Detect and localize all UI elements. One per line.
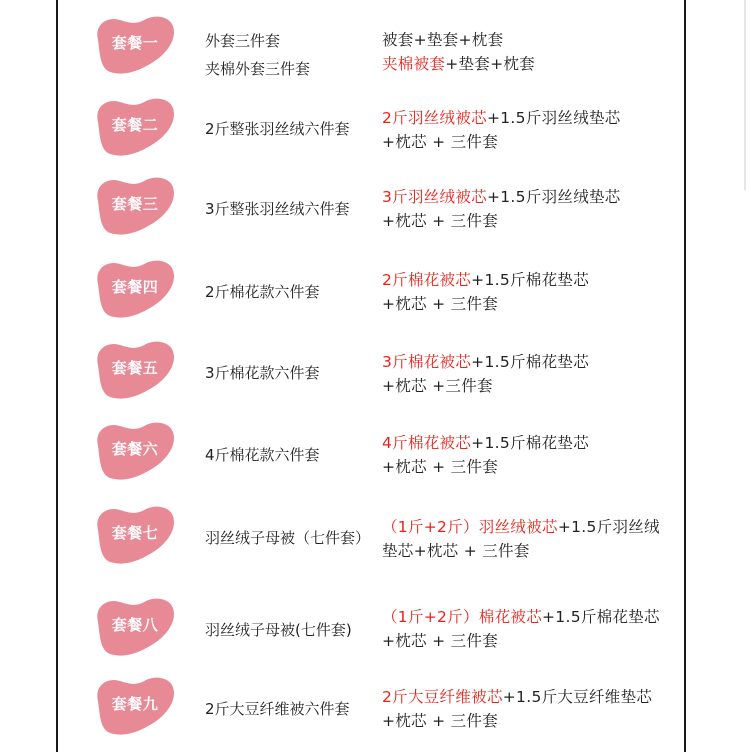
contents-text: 被套+垫套+枕套: [382, 31, 504, 49]
contents-line: [382, 209, 621, 233]
contents-text: +1.5斤棉花垫芯: [542, 608, 660, 626]
package-contents: [382, 515, 660, 563]
contents-line: [382, 431, 589, 455]
contents-text: +枕芯 + 三件套: [382, 295, 499, 313]
highlighted-core-text: 4斤棉花被芯: [382, 434, 472, 452]
contents-text: +枕芯 + 三件套: [382, 632, 499, 650]
contents-text: +枕芯 +三件套: [382, 377, 493, 395]
highlighted-core-text: 夹棉被套: [382, 55, 446, 73]
contents-line: [382, 28, 535, 52]
contents-text: +1.5斤棉花垫芯: [471, 271, 590, 289]
package-contents: [382, 431, 589, 479]
package-badge: [94, 14, 176, 78]
contents-text: +垫套+枕套: [445, 55, 535, 73]
package-name: 3斤棉花款六件套: [205, 364, 320, 382]
contents-text: +枕芯 + 三件套: [382, 133, 499, 151]
highlighted-core-text: 2斤大豆纤维被芯: [382, 688, 503, 706]
contents-text: +1.5斤羽丝绒垫芯: [486, 109, 621, 127]
contents-text: +1.5斤大豆纤维垫芯: [502, 688, 653, 706]
contents-text: +枕芯 + 三件套: [382, 712, 499, 730]
contents-line: [382, 185, 621, 209]
contents-text: +1.5斤羽丝绒: [557, 518, 660, 536]
edge-mark: [744, 0, 746, 190]
package-badge-label: 套餐三: [111, 195, 159, 213]
contents-line: [382, 605, 660, 629]
highlighted-core-text: 3斤羽丝绒被芯: [382, 188, 487, 206]
contents-text: +1.5斤羽丝绒垫芯: [486, 188, 621, 206]
highlighted-core-text: （1斤+2斤）羽丝绒被芯: [382, 518, 558, 536]
highlighted-core-text: 2斤棉花被芯: [382, 271, 472, 289]
contents-text: +1.5斤棉花垫芯: [471, 353, 590, 371]
package-contents: [382, 350, 589, 398]
contents-line: [382, 709, 652, 733]
contents-line: [382, 292, 589, 316]
contents-line: [382, 685, 652, 709]
package-badge-label: 套餐九: [111, 695, 159, 713]
package-badge: [94, 339, 176, 403]
package-badge-label: 套餐五: [111, 359, 159, 377]
contents-line: [382, 52, 535, 76]
package-contents: [382, 28, 535, 76]
contents-line: [382, 106, 621, 130]
contents-text: +1.5斤棉花垫芯: [471, 434, 590, 452]
contents-text: +枕芯 + 三件套: [382, 458, 499, 476]
package-name: 2斤整张羽丝绒六件套: [205, 120, 350, 138]
left-frame-line: [56, 0, 58, 752]
right-frame-line: [684, 0, 686, 752]
contents-line: [382, 350, 589, 374]
package-badge-label: 套餐八: [111, 616, 159, 634]
package-name: 羽丝绒子母被（七件套）: [205, 529, 371, 547]
package-name: 3斤整张羽丝绒六件套: [205, 200, 350, 218]
package-name: 2斤大豆纤维被六件套: [205, 700, 350, 718]
contents-line: [382, 374, 589, 398]
package-badge-label: 套餐六: [111, 440, 159, 458]
highlighted-core-text: 3斤棉花被芯: [382, 353, 472, 371]
package-badge-label: 套餐四: [111, 278, 159, 296]
contents-text: 垫芯+枕芯 + 三件套: [382, 542, 530, 560]
package-badge: [94, 420, 176, 484]
contents-line: [382, 130, 621, 154]
package-name: 羽丝绒子母被(七件套): [205, 621, 352, 639]
package-contents: [382, 185, 621, 233]
contents-text: +枕芯 + 三件套: [382, 212, 499, 230]
contents-line: [382, 515, 660, 539]
package-contents: [382, 106, 621, 154]
package-name: 4斤棉花款六件套: [205, 446, 320, 464]
contents-line: [382, 268, 589, 292]
package-badge-label: 套餐二: [111, 116, 159, 134]
package-badge-label: 套餐一: [111, 34, 159, 52]
package-contents: [382, 685, 652, 733]
package-badge: [94, 596, 176, 660]
package-name: 夹棉外套三件套: [205, 60, 311, 78]
contents-line: [382, 629, 660, 653]
contents-line: [382, 455, 589, 479]
package-name: 2斤棉花款六件套: [205, 283, 320, 301]
package-badge: [94, 96, 176, 160]
package-badge: [94, 675, 176, 739]
package-badge: [94, 258, 176, 322]
highlighted-core-text: （1斤+2斤）棉花被芯: [382, 608, 543, 626]
package-badge: [94, 504, 176, 568]
package-badge-label: 套餐七: [111, 524, 159, 542]
package-contents: [382, 605, 660, 653]
package-badge: [94, 175, 176, 239]
highlighted-core-text: 2斤羽丝绒被芯: [382, 109, 487, 127]
package-contents: [382, 268, 589, 316]
package-name: 外套三件套: [205, 32, 281, 50]
contents-line: [382, 539, 660, 563]
